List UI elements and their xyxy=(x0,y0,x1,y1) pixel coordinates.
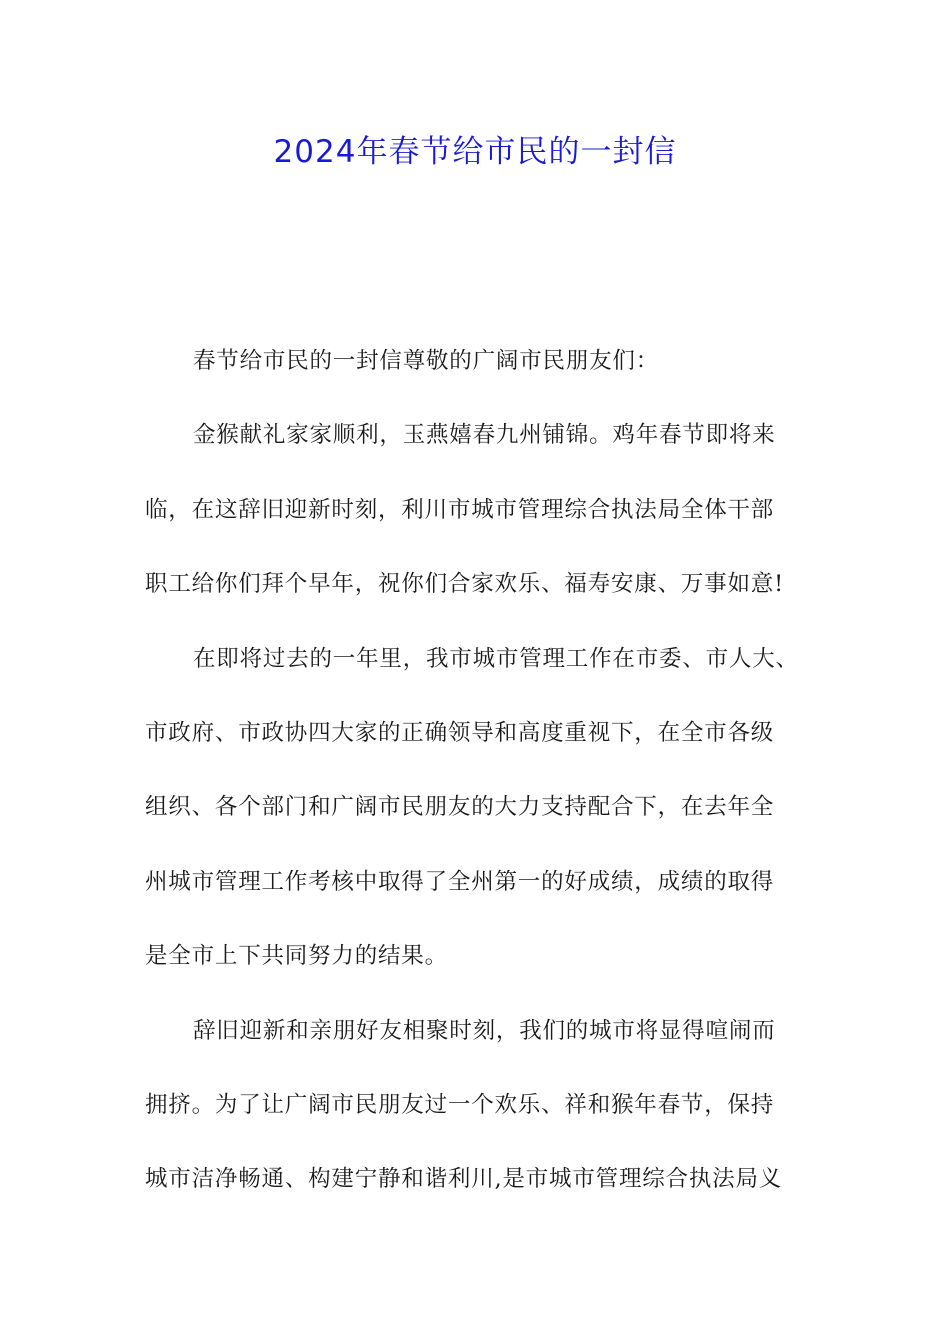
paragraph-line: 城市洁净畅通、构建宁静和谐利川,是市城市管理综合执法局义 xyxy=(145,1166,783,1193)
paragraph-line: 是全市上下共同努力的结果。 xyxy=(145,943,448,970)
paragraph-line: 州城市管理工作考核中取得了全州第一的好成绩，成绩的取得 xyxy=(145,868,775,895)
paragraph-line: 拥挤。为了让广阔市民朋友过一个欢乐、祥和猴年春节，保持 xyxy=(145,1091,775,1118)
document-title: 2024年春节给市民的一封信 xyxy=(273,134,677,170)
paragraph-line: 在即将过去的一年里，我市城市管理工作在市委、市人大、 xyxy=(193,645,799,672)
paragraph-line: 金猴献礼家家顺利，玉燕嬉春九州铺锦。鸡年春节即将来 xyxy=(193,422,776,449)
paragraph-line: 临，在这辞旧迎新时刻，利川市城市管理综合执法局全体干部 xyxy=(145,496,775,523)
paragraph-line: 组织、各个部门和广阔市民朋友的大力支持配合下，在去年全 xyxy=(145,794,775,821)
document-body xyxy=(145,324,810,1217)
paragraph-line: 辞旧迎新和亲朋好友相聚时刻，我们的城市将显得喧闹而 xyxy=(193,1017,776,1044)
paragraph-line: 市政府、市政协四大家的正确领导和高度重视下，在全市各级 xyxy=(145,719,775,746)
paragraph-line: 职工给你们拜个早年，祝你们合家欢乐、福寿安康、万事如意! xyxy=(145,571,784,598)
greeting-line: 春节给市民的一封信尊敬的广阔市民朋友们： xyxy=(193,348,660,374)
